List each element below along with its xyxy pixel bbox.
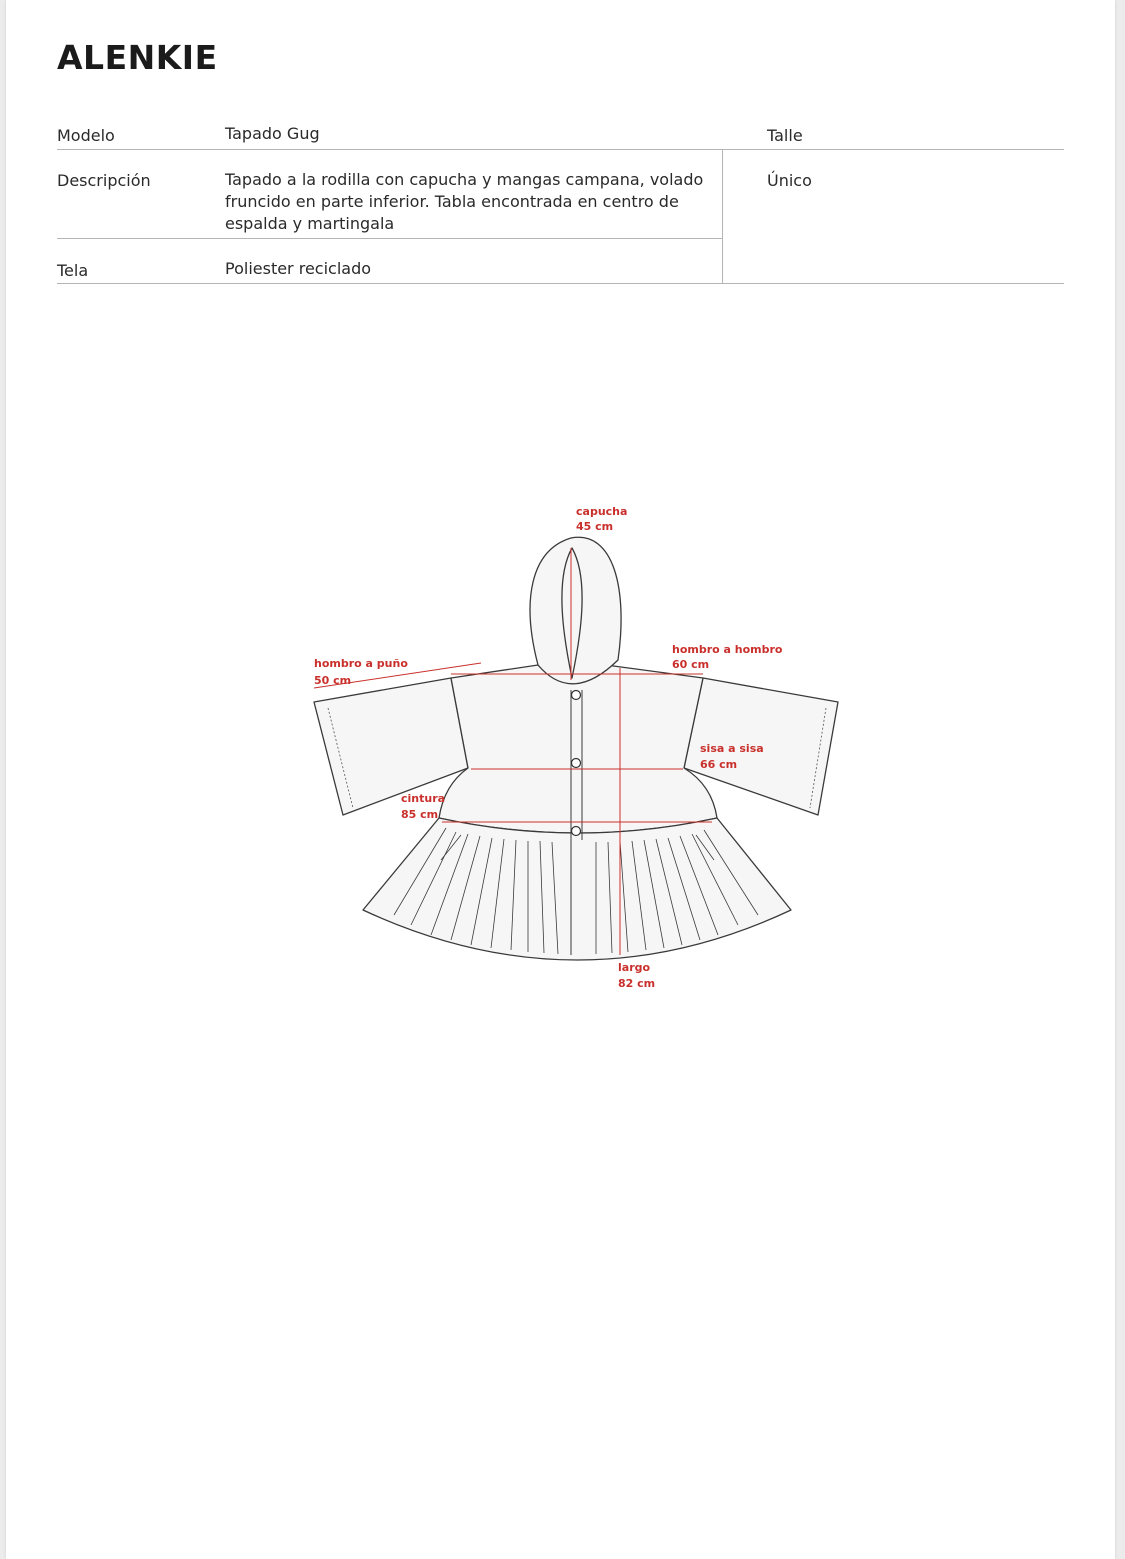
value-largo: 82 cm bbox=[618, 977, 656, 990]
value-capucha: 45 cm bbox=[576, 520, 614, 533]
label-sisa-a-sisa: sisa a sisa bbox=[700, 742, 764, 755]
value-hombro-a-hombro: 60 cm bbox=[672, 658, 710, 671]
label-capucha: capucha bbox=[576, 505, 628, 518]
value-cintura: 85 cm bbox=[401, 808, 439, 821]
modelo-label: Modelo bbox=[57, 126, 115, 145]
tela-label: Tela bbox=[57, 261, 89, 280]
coat-technical-drawing bbox=[6, 0, 1115, 1100]
brand-title: ALENKIE bbox=[57, 38, 218, 77]
label-largo: largo bbox=[618, 961, 651, 974]
button-3 bbox=[572, 827, 581, 836]
button-1 bbox=[572, 691, 581, 700]
descripcion-line-1: Tapado a la rodilla con capucha y mangas campana, volado bbox=[225, 170, 704, 189]
talle-value: Único bbox=[767, 171, 812, 190]
modelo-value: Tapado Gug bbox=[225, 124, 320, 143]
descripcion-line-3: espalda y martingala bbox=[225, 214, 395, 233]
label-hombro-a-puno: hombro a puño bbox=[314, 657, 408, 670]
tela-value: Poliester reciclado bbox=[225, 259, 372, 278]
spec-sheet-page bbox=[6, 0, 1115, 1559]
descripcion-line-2: fruncido en parte inferior. Tabla encontrada en centro de bbox=[225, 192, 679, 211]
talle-label: Talle bbox=[767, 126, 803, 145]
bodice bbox=[439, 665, 717, 833]
descripcion-label: Descripción bbox=[57, 171, 151, 190]
button-2 bbox=[572, 759, 581, 768]
label-hombro-a-hombro: hombro a hombro bbox=[672, 643, 783, 656]
gathered-skirt bbox=[363, 818, 791, 960]
value-hombro-a-puno: 50 cm bbox=[314, 674, 352, 687]
value-sisa-a-sisa: 66 cm bbox=[700, 758, 738, 771]
label-cintura: cintura bbox=[401, 792, 446, 805]
